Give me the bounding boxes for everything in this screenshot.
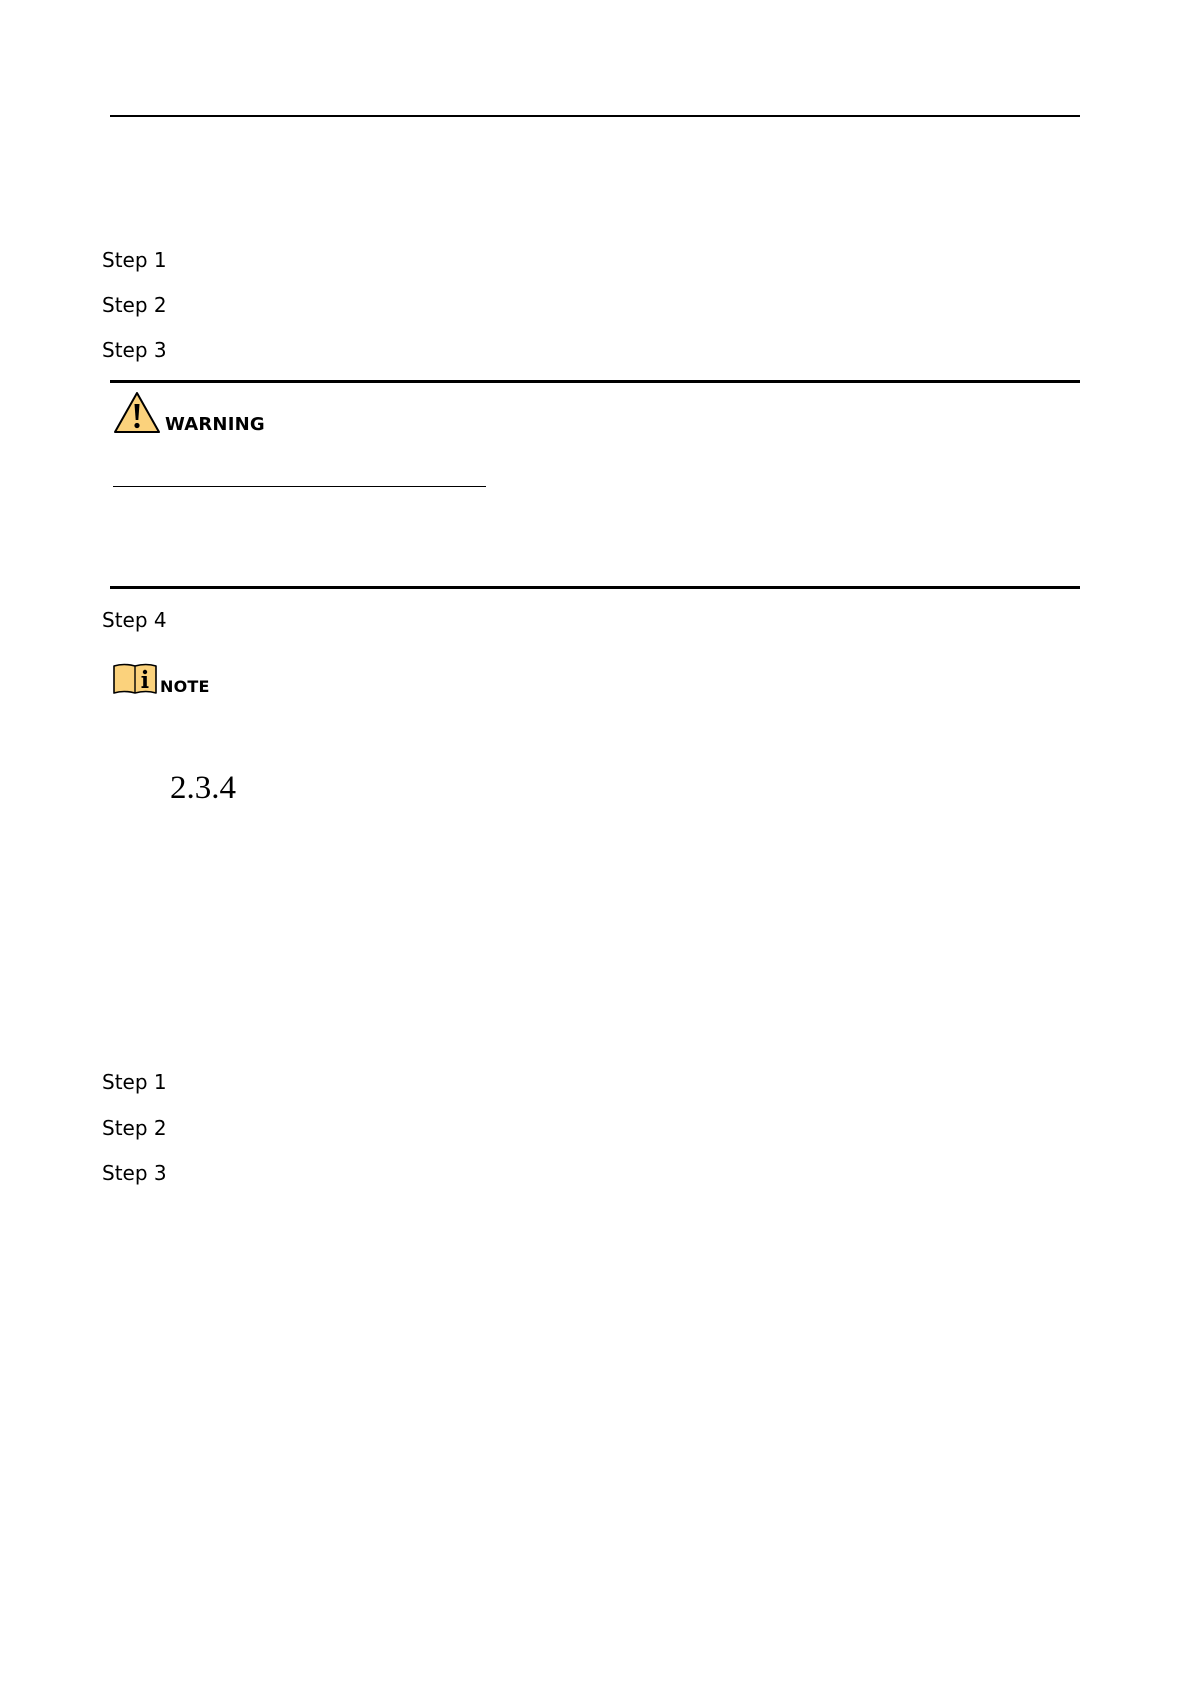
step-1-label: Step 1	[102, 248, 167, 272]
warning-triangle-icon	[112, 390, 162, 436]
section-number: 2.3.4	[170, 770, 236, 806]
note-callout	[112, 662, 210, 697]
warning-top-rule	[110, 380, 1080, 383]
note-label: NOTE	[160, 677, 210, 696]
warning-callout	[112, 390, 265, 436]
step-4-label: Step 4	[102, 608, 167, 632]
step-3-label: Step 3	[102, 1161, 167, 1185]
header-rule	[110, 115, 1080, 117]
step-2-label: Step 2	[102, 1116, 167, 1140]
step-2-label: Step 2	[102, 293, 167, 317]
info-book-icon	[112, 662, 158, 697]
warning-label: WARNING	[165, 414, 265, 435]
step-3-label: Step 3	[102, 338, 167, 362]
warning-bottom-rule	[110, 586, 1080, 589]
warning-underline	[113, 486, 486, 487]
step-1-label: Step 1	[102, 1070, 167, 1094]
